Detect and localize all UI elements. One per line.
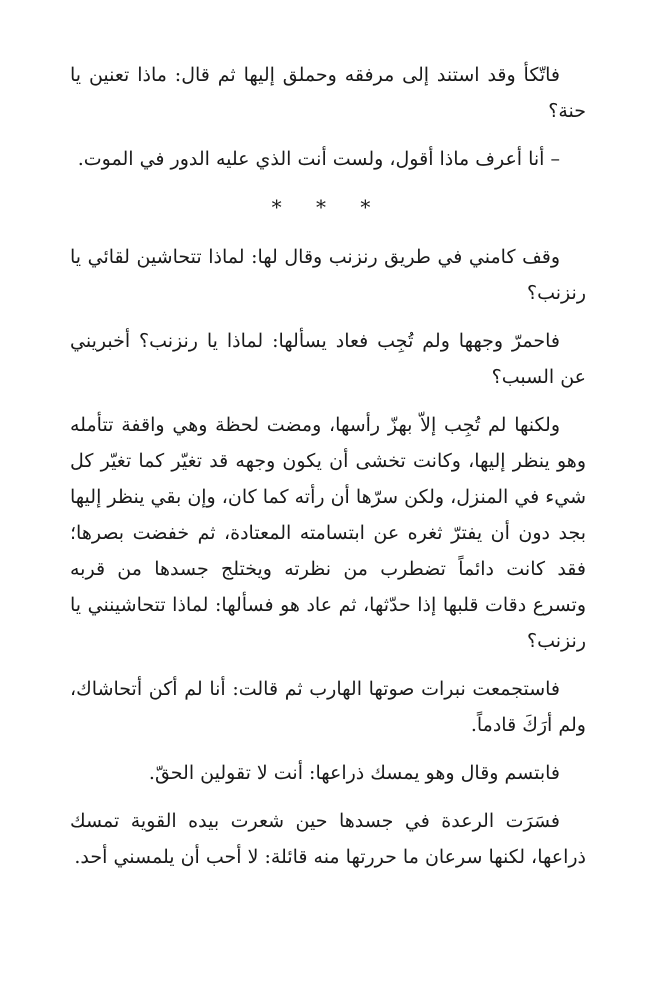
paragraph: فاستجمعت نبرات صوتها الهارب ثم قالت: أنا لم أكن أتحاشاك، ولم أرَكَ قادماً. bbox=[70, 678, 586, 736]
paragraph: فاتّكأ وقد استند إلى مرفقه وحملق إليها ثم قال: ماذا تعنين يا حنة؟ bbox=[70, 64, 586, 122]
section-break bbox=[70, 189, 586, 225]
paragraph: فابتسم وقال وهو يمسك ذراعها: أنت لا تقولين الحقّ. bbox=[148, 762, 560, 784]
paragraph: – أنا أعرف ماذا أقول، ولست أنت الذي عليه الدور في الموت. bbox=[77, 148, 560, 170]
asterisk-separator: * * * bbox=[271, 195, 385, 219]
paragraph: ولكنها لم تُجِب إلاّ بهزّ رأسها، ومضت لحظة وهي واقفة تتأمله وهو ينظر إليها، وكانت تخشى أن يكون وجهه قد تغيّر كما تغيّر كل شيء في المنزل، ولكن سرّها أن رأته كما كان، وإن بقي ينظر إليها بجد دون أن يفترّ ثغره عن ابتسامته المعتادة، ثم خفضت بصرها؛ فقد كانت دائماً تضطرب من نظرته ويختلج جسدها من قربه وتسرع دقات قلبها إذا حدّثها، ثم عاد هو فسألها: لماذا تتحاشينني يا رنزنب؟ bbox=[70, 414, 586, 652]
book-page bbox=[70, 57, 586, 887]
paragraph: فسَرَت الرعدة في جسدها حين شعرت بيده القوية تمسك ذراعها، لكنها سرعان ما حررتها منه قائلة: لا أحب أن يلمسني أحد. bbox=[70, 810, 586, 868]
paragraph: فاحمرّ وجهها ولم تُجِب فعاد يسألها: لماذا يا رنزنب؟ أخبريني عن السبب؟ bbox=[70, 330, 586, 388]
paragraph: وقف كامني في طريق رنزنب وقال لها: لماذا تتحاشين لقائي يا رنزنب؟ bbox=[70, 246, 586, 304]
